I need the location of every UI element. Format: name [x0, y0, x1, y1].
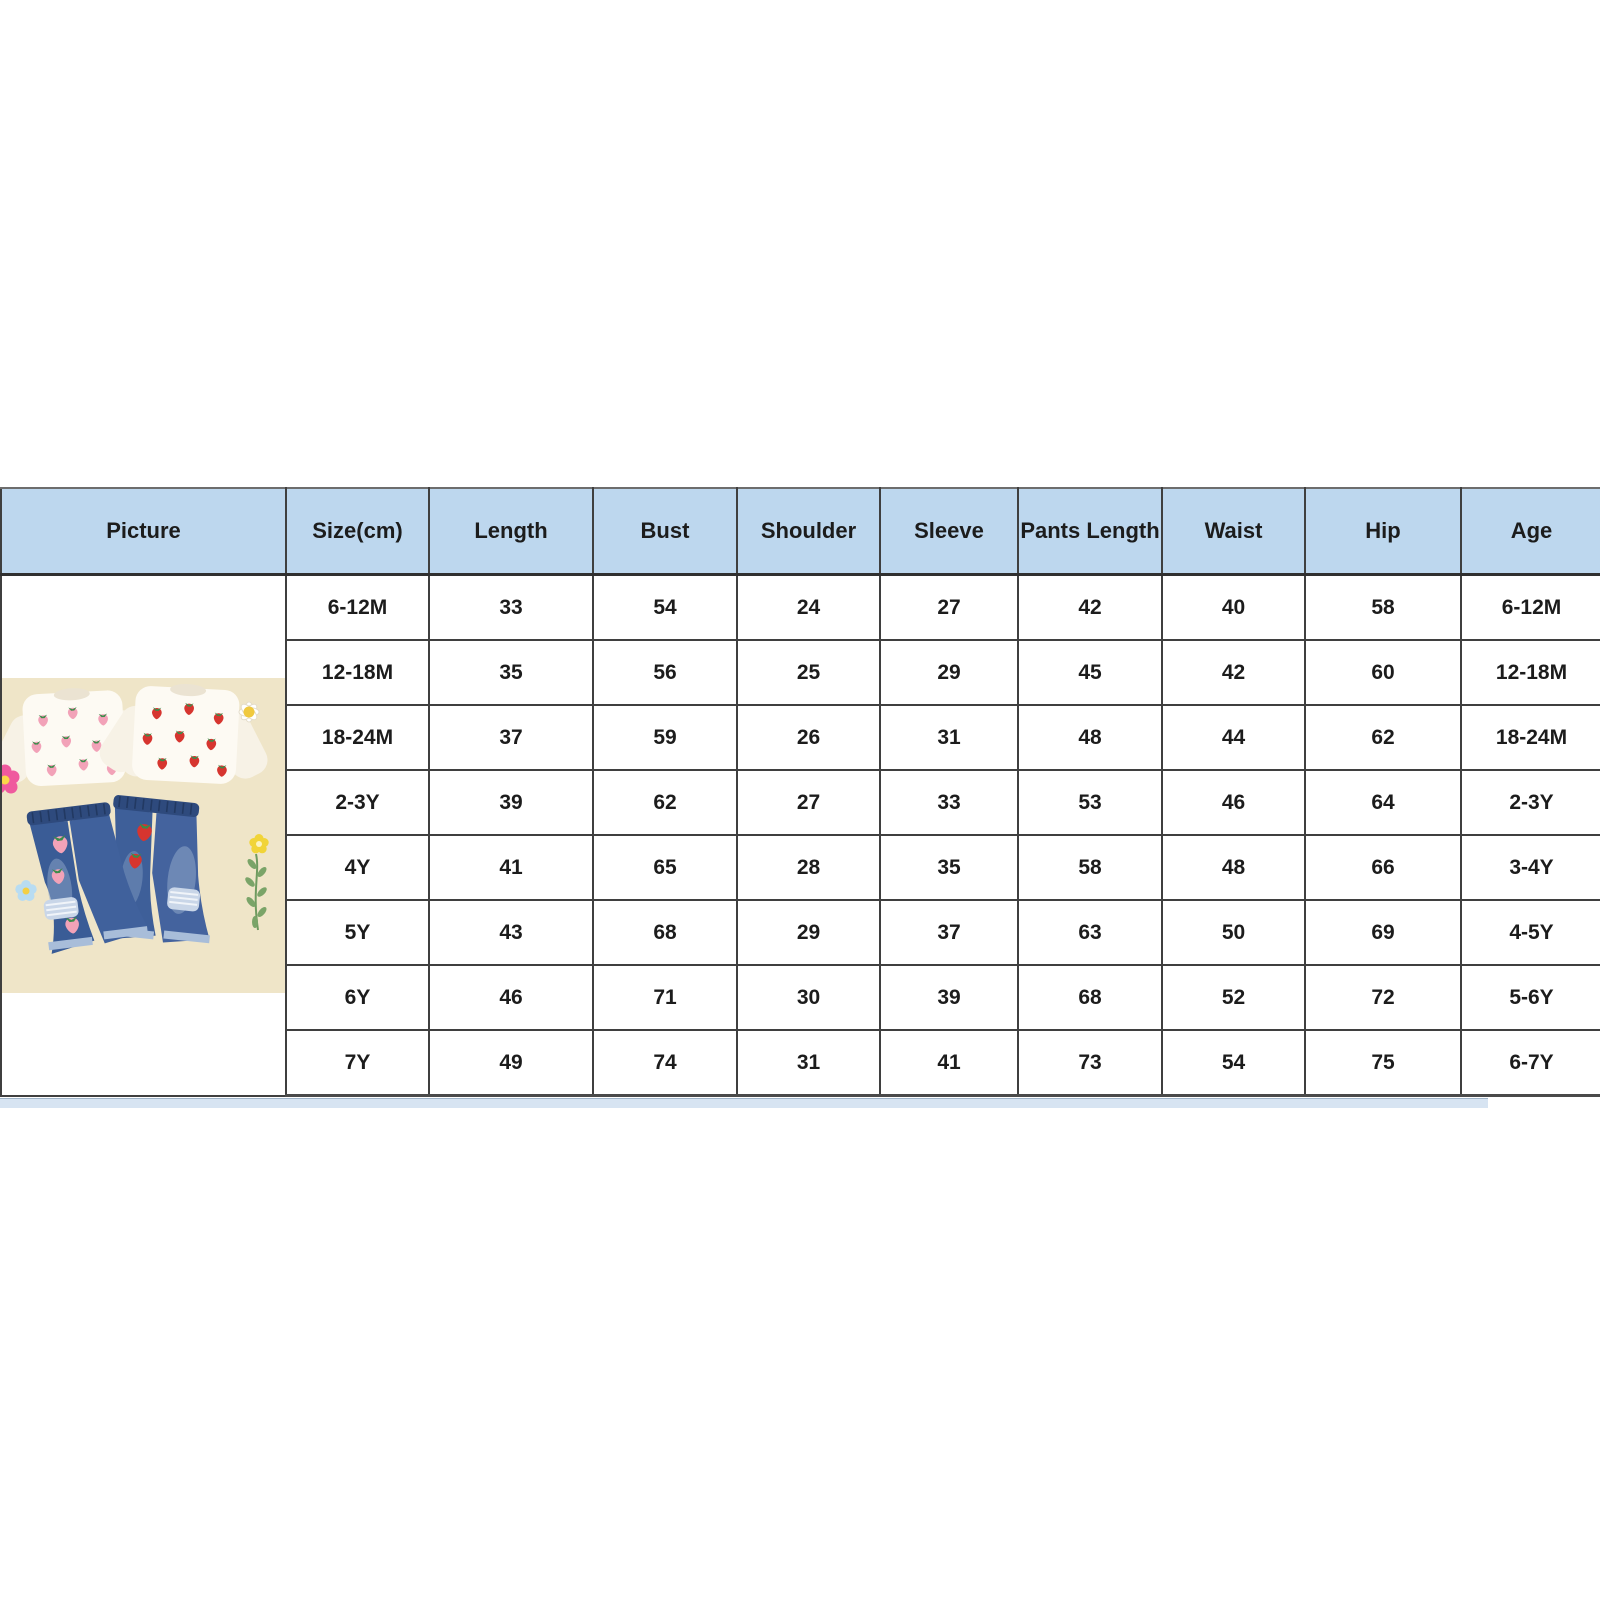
- cell-hip: 64: [1305, 770, 1461, 835]
- product-photo-cell: [1, 575, 286, 1096]
- cell-pants-length: 58: [1018, 835, 1162, 900]
- cell-shoulder: 26: [737, 705, 880, 770]
- cell-length: 49: [429, 1030, 593, 1096]
- cell-size: 2-3Y: [286, 770, 429, 835]
- table-row: [1, 575, 1600, 641]
- cell-length: 43: [429, 900, 593, 965]
- cell-size: 5Y: [286, 900, 429, 965]
- cell-bust: 74: [593, 1030, 737, 1096]
- header-sleeve: Sleeve: [880, 488, 1018, 575]
- cell-sleeve: 37: [880, 900, 1018, 965]
- cell-waist: 48: [1162, 835, 1305, 900]
- header-hip: Hip: [1305, 488, 1461, 575]
- cell-size: 7Y: [286, 1030, 429, 1096]
- cell-waist: 40: [1162, 575, 1305, 641]
- cell-pants-length: 63: [1018, 900, 1162, 965]
- cell-length: 46: [429, 965, 593, 1030]
- header-picture: Picture: [1, 488, 286, 575]
- cell-waist: 54: [1162, 1030, 1305, 1096]
- cell-waist: 42: [1162, 640, 1305, 705]
- cell-age: 12-18M: [1461, 640, 1600, 705]
- cell-size: 6Y: [286, 965, 429, 1030]
- cell-length: 35: [429, 640, 593, 705]
- cutoff-next-row-strip: [0, 1098, 1488, 1108]
- cell-age: 18-24M: [1461, 705, 1600, 770]
- cell-length: 41: [429, 835, 593, 900]
- cell-pants-length: 73: [1018, 1030, 1162, 1096]
- cell-pants-length: 48: [1018, 705, 1162, 770]
- cell-bust: 65: [593, 835, 737, 900]
- cell-shoulder: 25: [737, 640, 880, 705]
- cell-waist: 44: [1162, 705, 1305, 770]
- cell-shoulder: 24: [737, 575, 880, 641]
- cell-waist: 46: [1162, 770, 1305, 835]
- cell-shoulder: 31: [737, 1030, 880, 1096]
- cell-length: 33: [429, 575, 593, 641]
- product-photo: [2, 678, 285, 993]
- header-waist: Waist: [1162, 488, 1305, 575]
- cell-age: 2-3Y: [1461, 770, 1600, 835]
- cell-pants-length: 45: [1018, 640, 1162, 705]
- cell-hip: 58: [1305, 575, 1461, 641]
- cell-bust: 59: [593, 705, 737, 770]
- header-row: [1, 488, 1600, 575]
- cell-length: 37: [429, 705, 593, 770]
- cell-bust: 54: [593, 575, 737, 641]
- cell-hip: 72: [1305, 965, 1461, 1030]
- header-age: Age: [1461, 488, 1600, 575]
- cell-age: 3-4Y: [1461, 835, 1600, 900]
- cell-pants-length: 42: [1018, 575, 1162, 641]
- cell-bust: 56: [593, 640, 737, 705]
- cell-age: 6-7Y: [1461, 1030, 1600, 1096]
- cell-shoulder: 27: [737, 770, 880, 835]
- cell-size: 18-24M: [286, 705, 429, 770]
- cell-bust: 68: [593, 900, 737, 965]
- daisy-flower: [239, 701, 260, 722]
- cell-size: 6-12M: [286, 575, 429, 641]
- header-shoulder: Shoulder: [737, 488, 880, 575]
- header-bust: Bust: [593, 488, 737, 575]
- header-pants-length: Pants Length: [1018, 488, 1162, 575]
- cell-sleeve: 27: [880, 575, 1018, 641]
- cell-hip: 62: [1305, 705, 1461, 770]
- cell-hip: 69: [1305, 900, 1461, 965]
- cell-pants-length: 68: [1018, 965, 1162, 1030]
- cell-shoulder: 28: [737, 835, 880, 900]
- cell-hip: 75: [1305, 1030, 1461, 1096]
- header-size: Size(cm): [286, 488, 429, 575]
- size-chart-table: [0, 487, 1600, 1097]
- cell-length: 39: [429, 770, 593, 835]
- cell-size: 4Y: [286, 835, 429, 900]
- header-length: Length: [429, 488, 593, 575]
- cell-sleeve: 39: [880, 965, 1018, 1030]
- cell-bust: 71: [593, 965, 737, 1030]
- cell-age: 6-12M: [1461, 575, 1600, 641]
- cell-sleeve: 31: [880, 705, 1018, 770]
- cell-sleeve: 41: [880, 1030, 1018, 1096]
- cell-hip: 66: [1305, 835, 1461, 900]
- cell-bust: 62: [593, 770, 737, 835]
- cell-sleeve: 29: [880, 640, 1018, 705]
- cell-sleeve: 33: [880, 770, 1018, 835]
- cell-waist: 50: [1162, 900, 1305, 965]
- cell-shoulder: 30: [737, 965, 880, 1030]
- cell-sleeve: 35: [880, 835, 1018, 900]
- cell-waist: 52: [1162, 965, 1305, 1030]
- cell-shoulder: 29: [737, 900, 880, 965]
- cell-hip: 60: [1305, 640, 1461, 705]
- cell-pants-length: 53: [1018, 770, 1162, 835]
- cell-size: 12-18M: [286, 640, 429, 705]
- cell-age: 5-6Y: [1461, 965, 1600, 1030]
- cell-age: 4-5Y: [1461, 900, 1600, 965]
